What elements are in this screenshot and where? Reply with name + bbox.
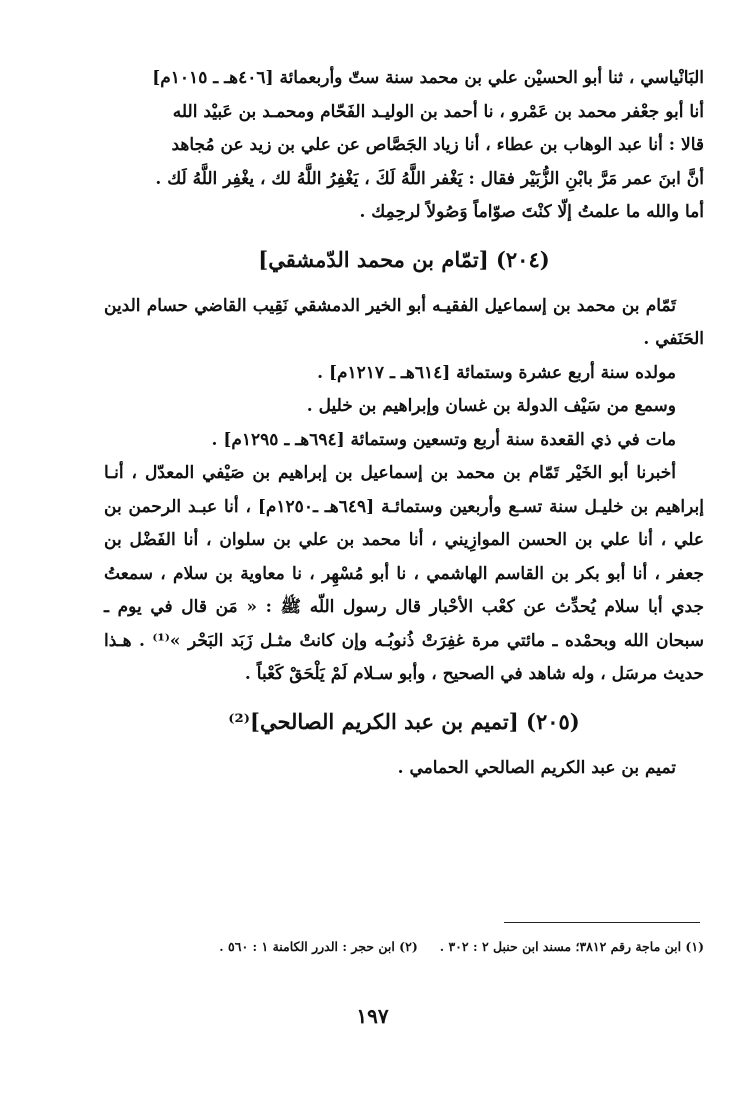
text-line: البَانْياسي ، ثنا أبو الحسيْن علي بن محمد سنة ستّ وأربعمائة [٤٠٦هـ ـ ١٠١٥م]: [152, 68, 704, 88]
footnotes: [104, 936, 704, 958]
page-body: [104, 62, 704, 785]
entry-204-hadith: أخبرنا أبو الخَيْر تَمّام بن محمد بن إسماعيل بن إبراهيم بن صَيْفي المعدّل ، أنـا إبراهيم بن خليـل سنة تسـع وأربعين وستمائـة [٦٤٩هـ ـ١٢٥٠م] ، أنا عبـد الرحمن بن علي ، أنا علي بن الحسن الموازِيني ، أنا محمد بن علي بن سلوان ، أنا الفَضْل بن جعفر ، أنا أبو بكر بن القاسم الهاشمي ، نا أبو مُسْهِر ، نا معاوية بن سلام ، سمعتُ جدي أبا سلام يُحدِّث عن كعْب الأحْبار قال رسول اللّه ﷺ : « مَن قال في يوم ـ سبحان الله وبحمْده ـ مائتي مرة غفِرَتْ ذُنوبُـه وإن كانتْ مثـل زَبَد البَحْر »⁽¹⁾ . هـذا حديث مرسَل ، وله شاهد في الصحيح ، وأبو سـلام لَمْ يَلْحَقْ كَعْباً .: [104, 463, 704, 684]
page-number: ١٩٧: [356, 1004, 389, 1028]
text-line: أنا أبو جعْفر محمد بن عَمْرو ، نا أحمد بن الوليـد الفَحّام ومحمـد بن عَبيْد الله: [172, 101, 704, 122]
paragraph-continuation: [104, 62, 704, 230]
text-line: أما والله ما علمتُ إلّا كنْتَ صوّاماً وَصُولاً لرحِمِك .: [359, 202, 704, 222]
footnote-divider: [504, 922, 700, 923]
entry-204-died: مات في ذي القعدة سنة أربع وتسعين وستمائة [٦٩٤هـ ـ ١٢٩٥م] .: [211, 429, 676, 450]
footnote-1: (١) ابن ماجة رقم ٣٨١٢؛ مسند ابن حنبل ٢ : ٣٠٢ .: [439, 939, 704, 954]
text-line: قالا : أنا عبد الوهاب بن عطاء ، أنا زياد الجَصَّاص عن علي بن زيد عن مُجاهد: [171, 135, 704, 155]
entry-204-intro: تَمّام بن محمد بن إسماعيل الفقيـه أبو الخير الدمشقي نَقِيب القاضي حسام الدين الحَنَفي .: [104, 295, 704, 349]
entry-heading-205: (٢٠٥) [تميم بن عبد الكريم الصالحي]⁽²⁾: [228, 708, 580, 734]
entry-heading-204: (٢٠٤) [تمّام بن محمد الدّمشقي]: [258, 246, 550, 272]
entry-205-intro: تميم بن عبد الكريم الصالحي الحمامي .: [397, 757, 676, 778]
entry-204-heard: وسمع من سَيْف الدولة بن غسان وإبراهيم بن خليل .: [306, 396, 676, 416]
footnote-2: (٢) ابن حجر : الدرر الكامنة ١ : ٥٦٠ .: [219, 939, 418, 954]
text-line: أنَّ ابنَ عمر مَرَّ بابْنِ الزُّبَيْر فقال : يَغْفر اللَّهُ لَكَ ، يَغْفِرُ اللَّهُ لك ، يغْفِر اللَّهُ لَك .: [155, 168, 704, 189]
entry-204-born: مولده سنة أربع عشرة وستمائة [٦١٤هـ ـ ١٢١٧م] .: [317, 362, 676, 383]
